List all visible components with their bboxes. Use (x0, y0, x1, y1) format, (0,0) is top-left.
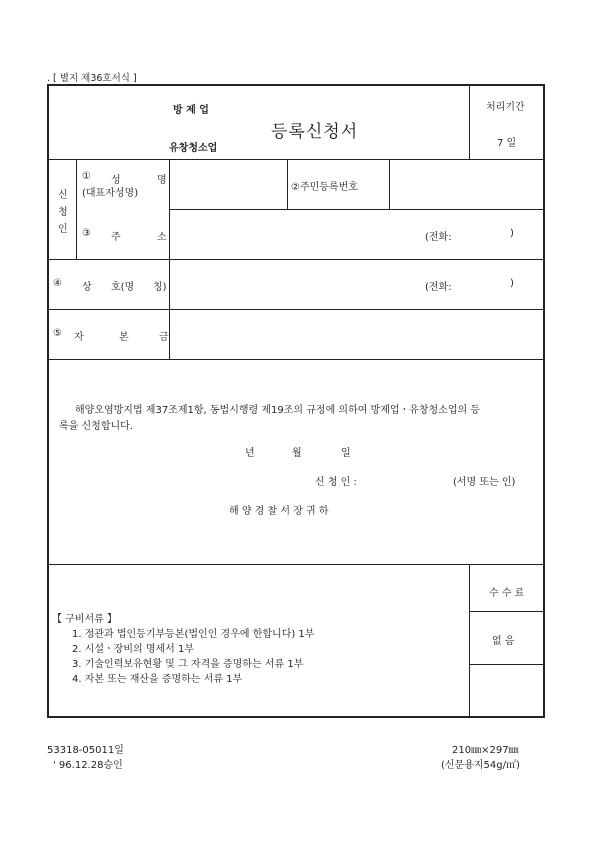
trade-name-field[interactable] (171, 261, 421, 307)
fee-label: 수 수 료 (489, 588, 525, 599)
trade-name-number: ④ (53, 278, 62, 289)
document-item: 3. 기술인력보유현황 및 그 자격을 증명하는 서류 1부 (72, 659, 304, 670)
business-type-oil-spill: 방 제 업 (173, 105, 209, 116)
document-item: 2. 시설ㆍ장비의 명세서 1부 (72, 644, 195, 655)
capital-label-2: 본 (119, 332, 129, 343)
required-documents-heading: 【 구비서류 】 (52, 614, 117, 625)
trade-phone-close: ) (510, 278, 514, 289)
name-label-b: 명 (157, 175, 167, 186)
address-label-a: 주 (111, 232, 121, 243)
processing-period-value: 7 일 (497, 138, 517, 149)
form-number-label: . [ 별지 제36호서식 ] (47, 73, 137, 84)
document-item: 1. 정관과 법인등기부등본(법인인 경우에 한합니다) 1부 (72, 629, 315, 640)
approval-date: ' 96.12.28승인 (53, 760, 123, 771)
processing-period-label: 처리기간 (486, 102, 525, 113)
address-field[interactable] (171, 211, 421, 257)
statement-line-1: 해양오염방지법 제37조제1항, 동법시행령 제19조의 규정에 의하여 방제업ㆍ유창청소업의 등 (75, 405, 481, 416)
date-day-label: 일 (341, 448, 351, 459)
address-phone-label: (전화: (425, 232, 452, 243)
applicant-sign-field[interactable] (371, 469, 451, 485)
paper-size: 210㎜×297㎜ (452, 745, 519, 756)
date-year-label: 년 (245, 448, 255, 459)
rrn-field[interactable] (391, 161, 543, 207)
name-label-sub: (대표자성명) (82, 188, 139, 199)
business-type-tank-cleaning: 유창청소업 (169, 143, 218, 154)
address-phone-close: ) (510, 228, 514, 239)
address-label-number: ③ (82, 228, 91, 239)
applicant-side-label-3: 인 (58, 224, 68, 235)
name-field[interactable] (171, 161, 285, 207)
addressee: 해 양 경 찰 서 장 귀 하 (229, 506, 329, 517)
trade-phone-label: (전화: (425, 282, 452, 293)
sign-or-seal-label: (서명 또는 인) (453, 477, 516, 488)
capital-field[interactable] (171, 311, 543, 357)
address-label-b: 소 (157, 232, 167, 243)
statement-line-2: 록을 신청합니다. (59, 421, 133, 432)
applicant-sign-label: 신 청 인 : (315, 477, 357, 488)
name-label-number: ① (82, 171, 91, 182)
capital-label-3: 금 (159, 332, 169, 343)
name-label-a: 성 (111, 175, 121, 186)
applicant-side-label-2: 청 (58, 207, 68, 218)
date-month-label: 월 (292, 448, 302, 459)
document-item: 4. 자본 또는 재산을 증명하는 서류 1부 (72, 674, 243, 685)
page-title: 등록신청서 (271, 122, 359, 142)
applicant-side-label-1: 신 (58, 190, 68, 201)
trade-name-label-a: 상 (82, 282, 92, 293)
trade-name-label-b: 호(명 (111, 282, 135, 293)
capital-number: ⑤ (53, 328, 62, 339)
form-code: 53318-05011일 (47, 745, 124, 756)
application-form (47, 84, 545, 718)
rrn-label: ②주민등록번호 (291, 182, 358, 193)
trade-name-label-c: 칭) (153, 282, 167, 293)
paper-type: (신문용지54g/㎡) (441, 760, 520, 771)
capital-label-1: 자 (74, 332, 84, 343)
fee-value: 없 음 (492, 636, 515, 647)
